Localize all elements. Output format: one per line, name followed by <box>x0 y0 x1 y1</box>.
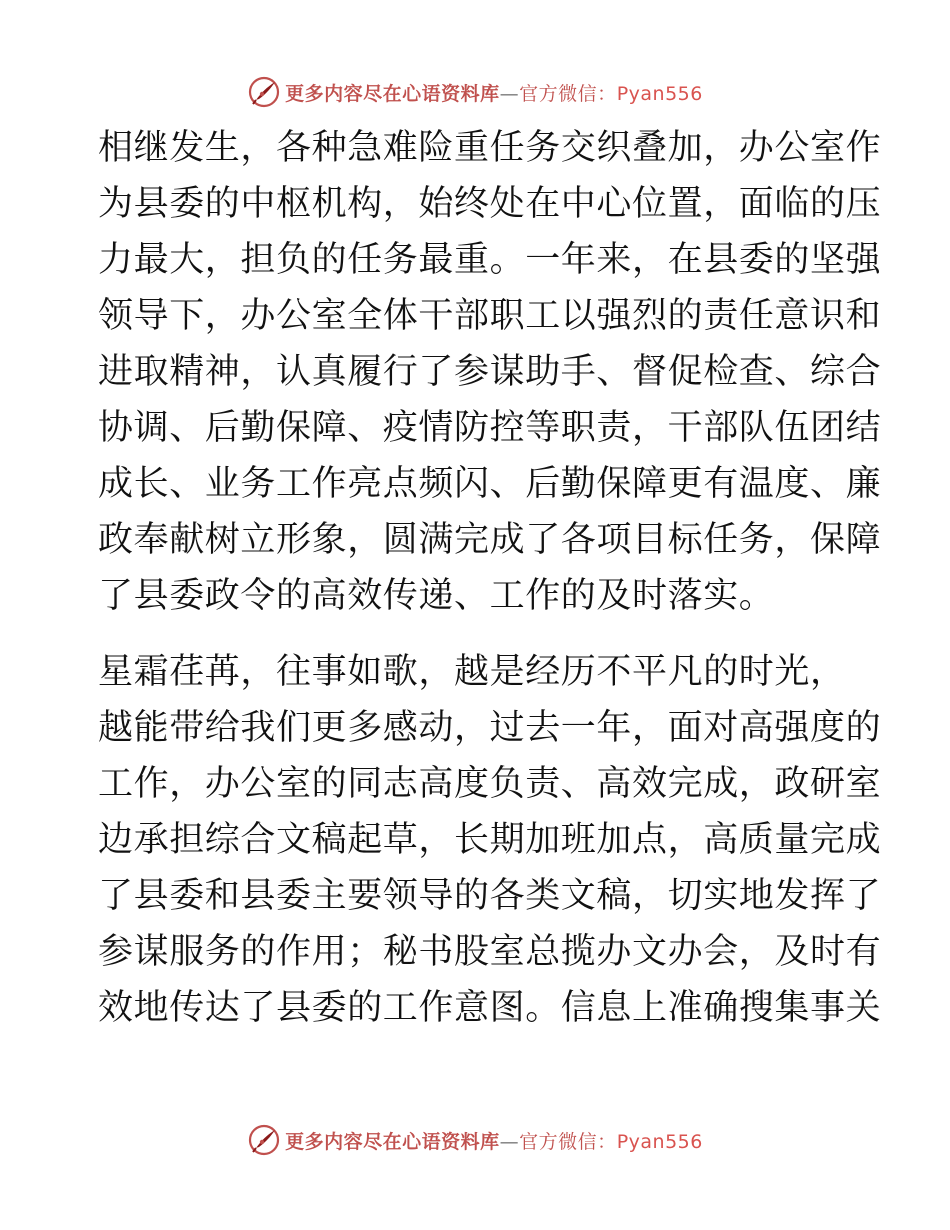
text-line: 边承担综合文稿起草，长期加班加点，高质量完成 <box>98 820 882 860</box>
text-line: 进取精神，认真履行了参谋助手、督促检查、综合 <box>98 352 882 392</box>
header-banner <box>0 72 950 112</box>
footer-banner-text <box>285 1127 703 1154</box>
text-line: 越能带给我们更多感动，过去一年，面对高强度的 <box>98 708 882 748</box>
text-line: 了县委政令的高效传递、工作的及时落实。 <box>98 576 775 616</box>
banner-separator: — <box>499 1130 520 1153</box>
text-line: 协调、后勤保障、疫情防控等职责，干部队伍团结 <box>98 408 882 448</box>
paragraph-1 <box>98 120 882 624</box>
quill-pen-logo-icon <box>247 1123 281 1157</box>
text-line: 领导下，办公室全体干部职工以强烈的责任意识和 <box>98 296 882 336</box>
text-line: 了县委和县委主要领导的各类文稿，切实地发挥了 <box>98 876 882 916</box>
banner-slogan: 更多内容尽在心语资料库 <box>285 1130 500 1153</box>
text-line: 工作，办公室的同志高度负责、高效完成，政研室 <box>98 764 882 804</box>
text-line: 效地传达了县委的工作意图。信息上准确搜集事关 <box>98 988 882 1028</box>
banner-wechat-id: Pyan556 <box>616 1130 703 1153</box>
paragraph-2 <box>98 644 882 1036</box>
quill-pen-logo-icon <box>247 75 281 109</box>
text-line: 政奉献树立形象，圆满完成了各项目标任务，保障 <box>98 520 882 560</box>
text-line: 为县委的中枢机构，始终处在中心位置，面临的压 <box>98 184 882 224</box>
banner-wechat-label: 官方微信： <box>519 1130 617 1153</box>
footer-banner <box>0 1120 950 1160</box>
banner-wechat-label: 官方微信： <box>519 82 617 105</box>
header-banner-text <box>285 79 703 106</box>
text-line: 力最大，担负的任务最重。一年来，在县委的坚强 <box>98 240 882 280</box>
banner-wechat-id: Pyan556 <box>616 82 703 105</box>
text-line: 参谋服务的作用；秘书股室总揽办文办会，及时有 <box>98 932 882 972</box>
text-line: 成长、业务工作亮点频闪、后勤保障更有温度、廉 <box>98 464 882 504</box>
paragraph-gap <box>98 624 858 644</box>
text-line: 星霜荏苒，往事如歌，越是经历不平凡的时光， <box>98 652 846 692</box>
text-line: 相继发生，各种急难险重任务交织叠加，办公室作 <box>98 128 882 168</box>
banner-separator: — <box>499 82 520 105</box>
banner-slogan: 更多内容尽在心语资料库 <box>285 82 500 105</box>
document-body <box>98 120 882 1036</box>
